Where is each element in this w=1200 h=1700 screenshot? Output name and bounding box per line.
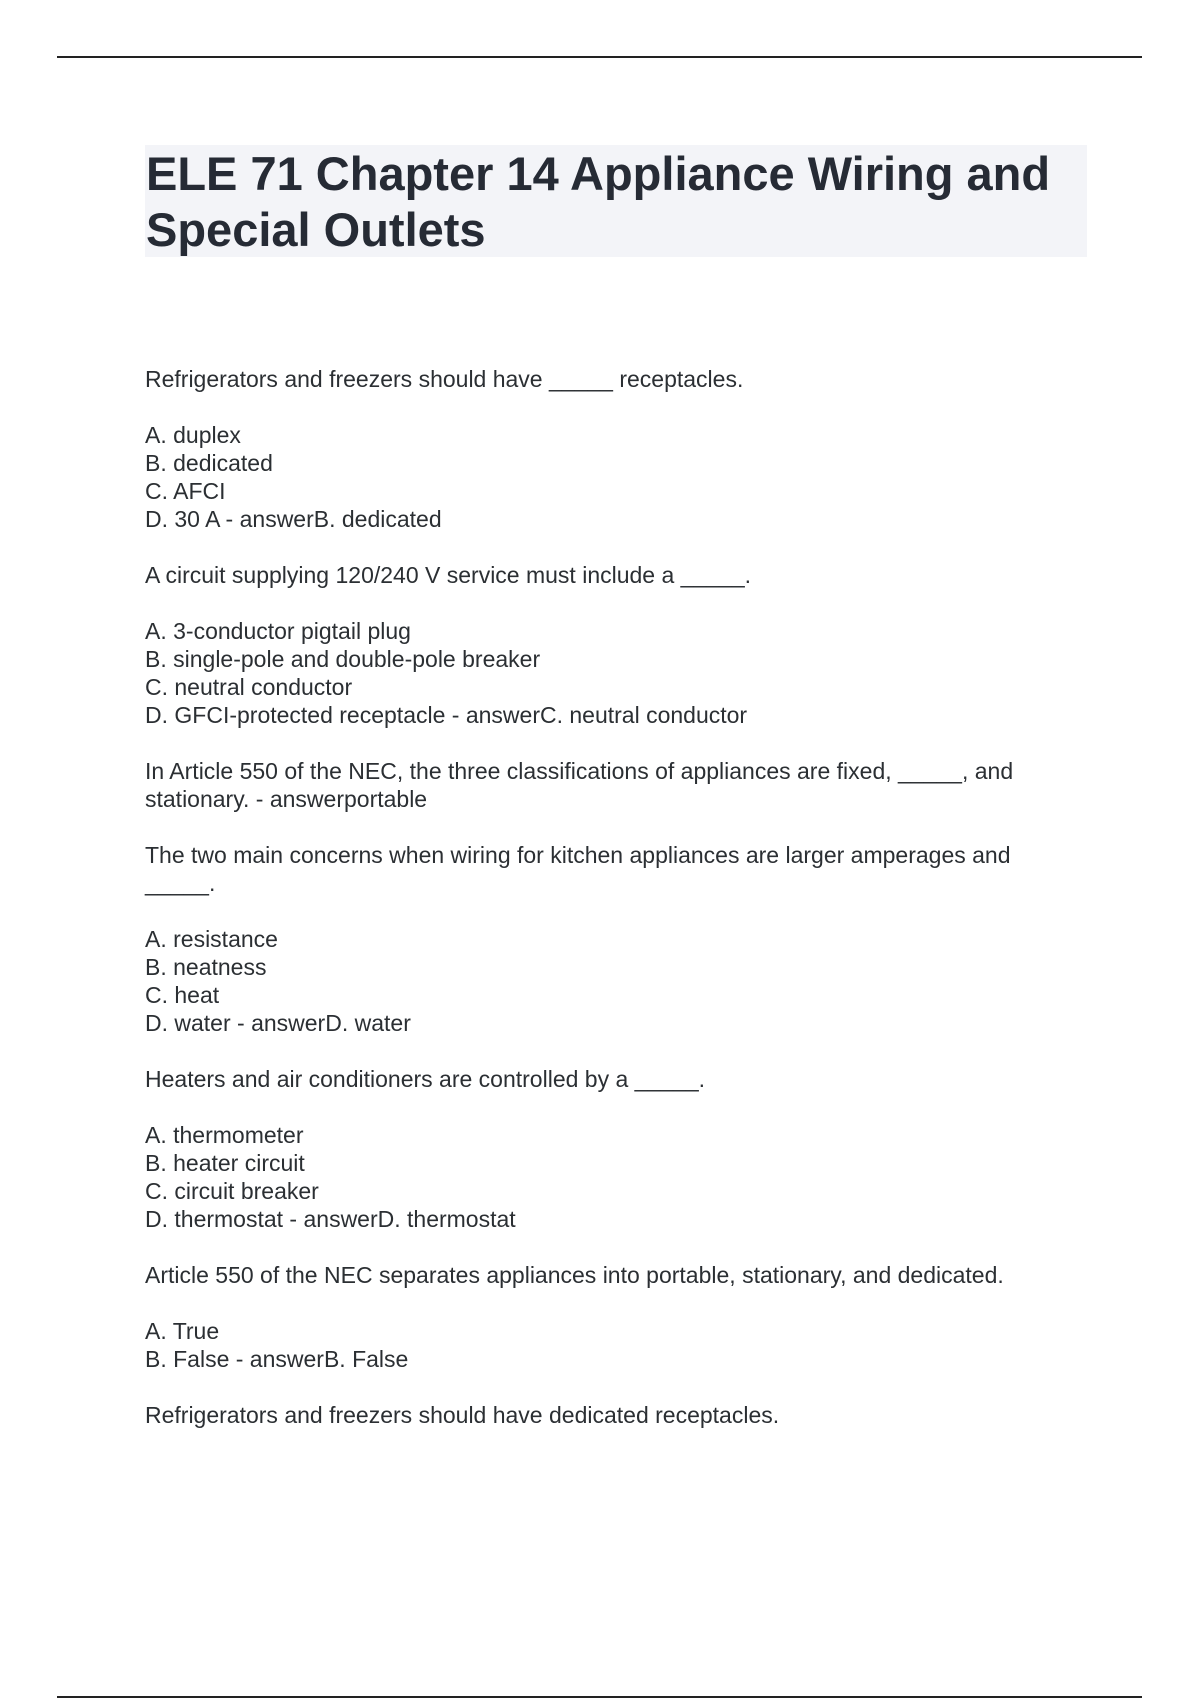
option: C. circuit breaker xyxy=(145,1178,319,1204)
question-text: In Article 550 of the NEC, the three classifications of appliances are fixed, _____, and stationary. - answerportable xyxy=(145,758,1014,812)
option: D. water - answerD. water xyxy=(145,1010,411,1036)
page-title: ELE 71 Chapter 14 Appliance Wiring and Special Outlets xyxy=(146,147,1051,256)
question-text: Article 550 of the NEC separates appliances into portable, stationary, and dedicated. xyxy=(145,1262,1004,1288)
option: C. AFCI xyxy=(145,478,226,504)
question-text: A circuit supplying 120/240 V service must include a _____. xyxy=(145,562,752,588)
option: B. single-pole and double-pole breaker xyxy=(145,646,541,672)
question-item xyxy=(145,757,1075,813)
question-text: The two main concerns when wiring for kitchen appliances are larger amperages and _____. xyxy=(145,842,1011,896)
option: D. thermostat - answerD. thermostat xyxy=(145,1206,516,1232)
question-item xyxy=(145,1401,1075,1429)
option: B. False - answerB. False xyxy=(145,1346,409,1372)
answer-options xyxy=(145,1121,1075,1233)
option: A. True xyxy=(145,1318,220,1344)
option: B. heater circuit xyxy=(145,1150,305,1176)
option: A. 3-conductor pigtail plug xyxy=(145,618,411,644)
option: C. heat xyxy=(145,982,220,1008)
question-text: Heaters and air conditioners are controlled by a _____. xyxy=(145,1066,706,1092)
answer-options xyxy=(145,925,1075,1037)
option: A. thermometer xyxy=(145,1122,304,1148)
question-item xyxy=(145,365,1075,533)
answer-options xyxy=(145,1317,1075,1373)
option: A. duplex xyxy=(145,422,241,448)
option: B. dedicated xyxy=(145,450,273,476)
answer-options xyxy=(145,617,1075,729)
question-item xyxy=(145,1065,1075,1233)
question-item xyxy=(145,1261,1075,1373)
option: C. neutral conductor xyxy=(145,674,353,700)
bottom-rule xyxy=(57,1696,1142,1698)
question-item xyxy=(145,561,1075,729)
option: A. resistance xyxy=(145,926,278,952)
question-text: Refrigerators and freezers should have dedicated receptacles. xyxy=(145,1402,780,1428)
question-list xyxy=(145,365,1075,1457)
question-item xyxy=(145,841,1075,1037)
answer-options xyxy=(145,421,1075,533)
option: D. 30 A - answerB. dedicated xyxy=(145,506,442,532)
option: B. neatness xyxy=(145,954,267,980)
top-rule xyxy=(57,56,1142,58)
option: D. GFCI-protected receptacle - answerC. neutral conductor xyxy=(145,702,748,728)
question-text: Refrigerators and freezers should have _____ receptacles. xyxy=(145,366,744,392)
